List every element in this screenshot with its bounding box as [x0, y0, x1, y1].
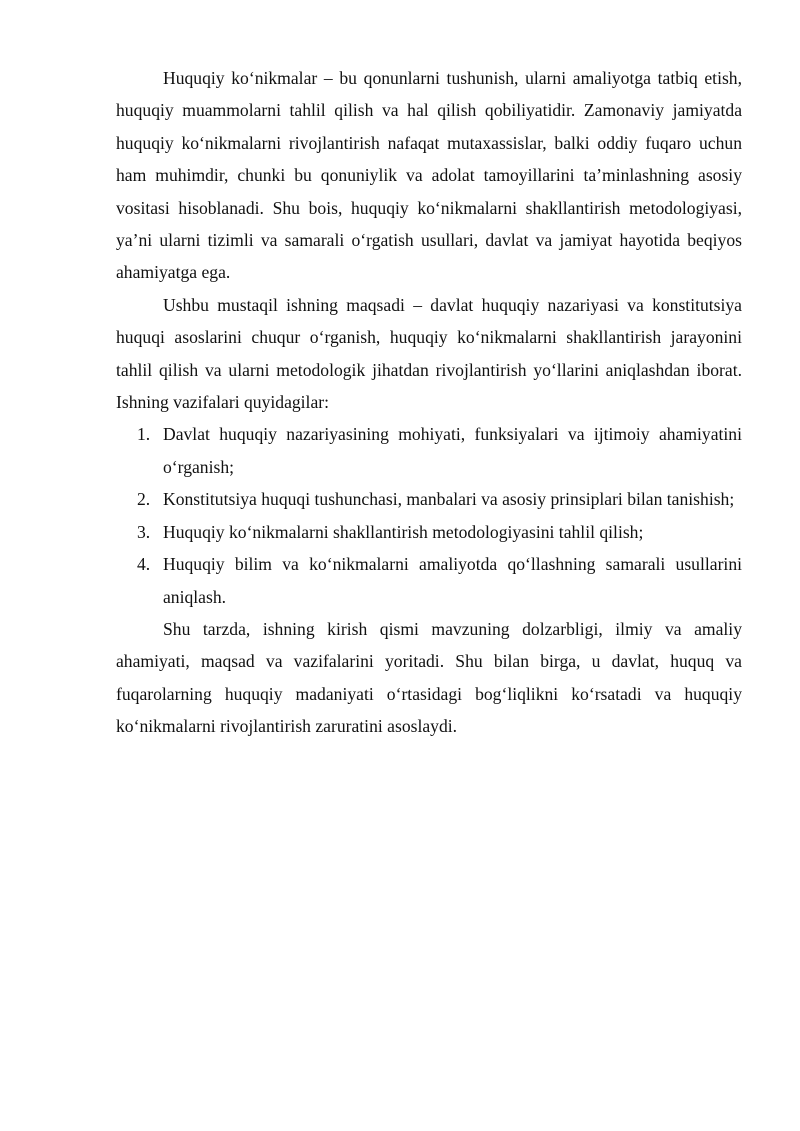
tasks-list: [116, 418, 742, 612]
intro-paragraph: Huquqiy ko‘nikmalar – bu qonunlarni tushunish, ularni amaliyotga tatbiq etish, huquqiy muammolarni tahlil qilish va hal qilish qobiliyatidir. Zamonaviy jamiyatda huquqiy ko‘nikmalarni rivojlantirish nafaqat mutaxassislar, balki oddiy fuqaro uchun ham muhimdir, chunki bu qonuniylik va adolat tamoyillarini ta’minlashning asosiy vositasi hisoblanadi. Shu bois, huquqiy ko‘nikmalarni shakllantirish metodologiyasi, ya’ni ularni tizimli va samarali o‘rgatish usullari, davlat va jamiyat hayotida beqiyos ahamiyatga ega.: [116, 68, 742, 283]
list-item: [116, 548, 742, 613]
goal-paragraph: Ushbu mustaqil ishning maqsadi – davlat huquqiy nazariyasi va konstitutsiya huquqi asoslarini chuqur o‘rganish, huquqiy ko‘nikmalarni shakllantirish jarayonini tahlil qilish va ularni metodologik jihatdan rivojlantirish yo‘llarini aniqlashdan iborat. Ishning vazifalari quyidagilar:: [116, 294, 742, 413]
list-item-number: 4.: [137, 554, 151, 575]
list-item: [116, 483, 742, 515]
list-item: [116, 516, 742, 548]
list-item: [116, 418, 742, 483]
list-item-number: 1.: [137, 424, 151, 445]
list-item-number: 3.: [137, 521, 151, 542]
list-item-text: Konstitutsiya huquqi tushunchasi, manbalari va asosiy prinsiplari bilan tanishish;: [163, 489, 735, 510]
list-item-text: Davlat huquqiy nazariyasining mohiyati, funksiyalari va ijtimoiy ahamiyatini o‘rganish;: [163, 424, 742, 477]
list-item-text: Huquqiy bilim va ko‘nikmalarni amaliyotda qo‘llashning samarali usullarini aniqlash.: [163, 554, 742, 607]
list-item-number: 2.: [137, 489, 151, 510]
conclusion-paragraph: Shu tarzda, ishning kirish qismi mavzuning dolzarbligi, ilmiy va amaliy ahamiyati, maqsad va vazifalarini yoritadi. Shu bilan birga, u davlat, huquq va fuqarolarning huquqiy madaniyati o‘rtasidagi bog‘liqlikni ko‘rsatadi va huquqiy ko‘nikmalarni rivojlantirish zaruratini asoslaydi.: [116, 618, 742, 737]
document-page: [116, 62, 742, 743]
list-item-text: Huquqiy ko‘nikmalarni shakllantirish metodologiyasini tahlil qilish;: [163, 521, 644, 542]
